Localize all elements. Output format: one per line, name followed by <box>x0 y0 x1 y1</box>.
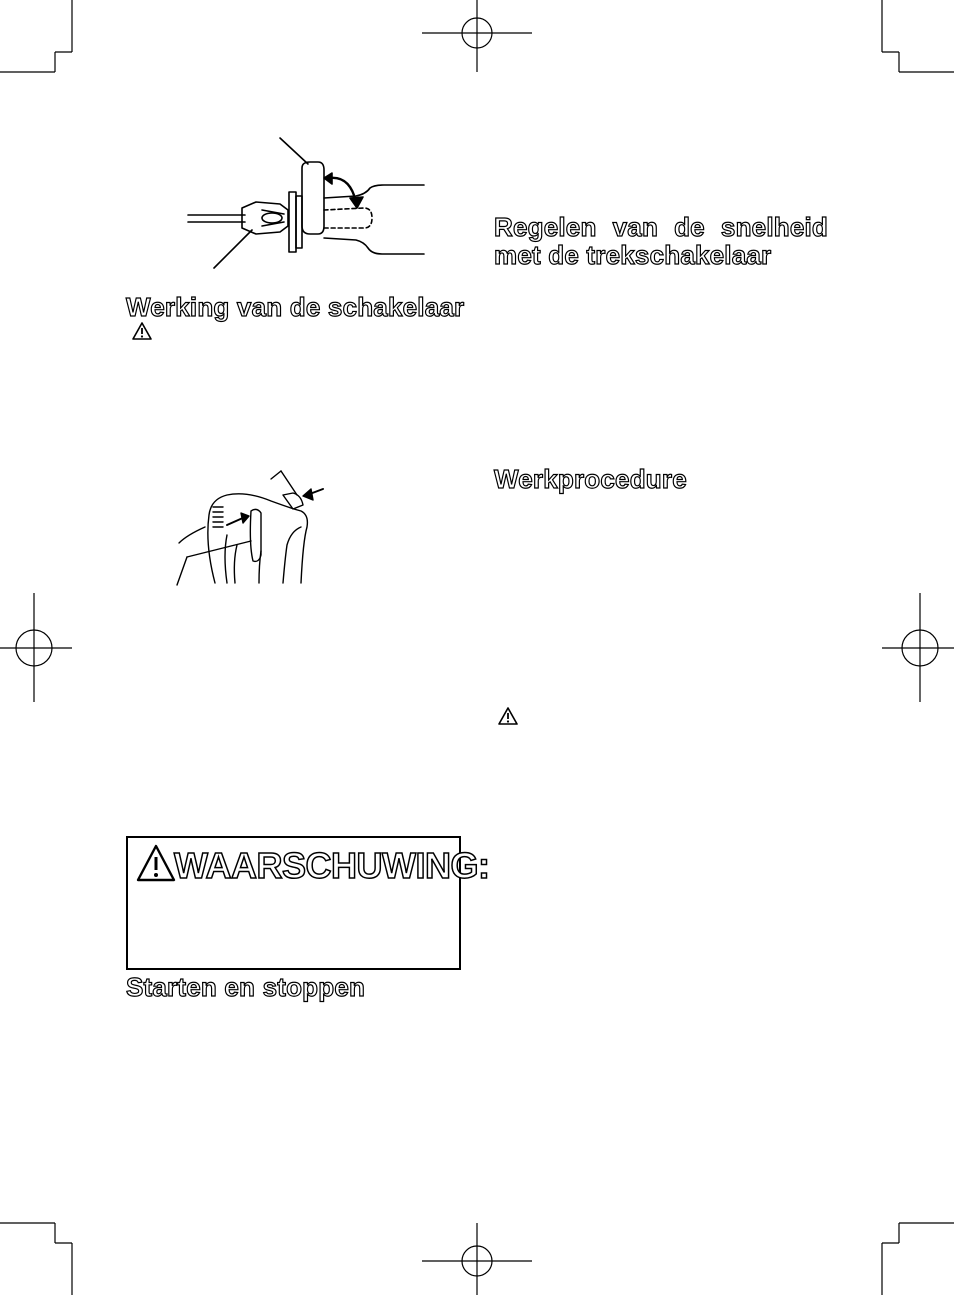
heading-switch-operation: Werking van de schakelaar <box>126 292 465 322</box>
warning-box <box>126 836 490 970</box>
blade-lock-lever-illustration <box>180 130 430 270</box>
warning-title: WAARSCHUWING: <box>174 845 490 886</box>
trigger-switch-illustration <box>175 465 335 590</box>
heading-work-procedure: Werkprocedure <box>494 464 687 494</box>
warning-triangle-icon <box>498 707 518 725</box>
heading-speed-control-line1: Regelen van de snelheid <box>494 212 828 242</box>
warning-triangle-icon <box>136 844 176 882</box>
warning-triangle-icon <box>132 322 152 340</box>
heading-start-stop: Starten en stoppen <box>126 972 366 1002</box>
heading-speed-control-line2: met de trekschakelaar <box>494 240 772 270</box>
heading-speed-control <box>494 213 828 269</box>
